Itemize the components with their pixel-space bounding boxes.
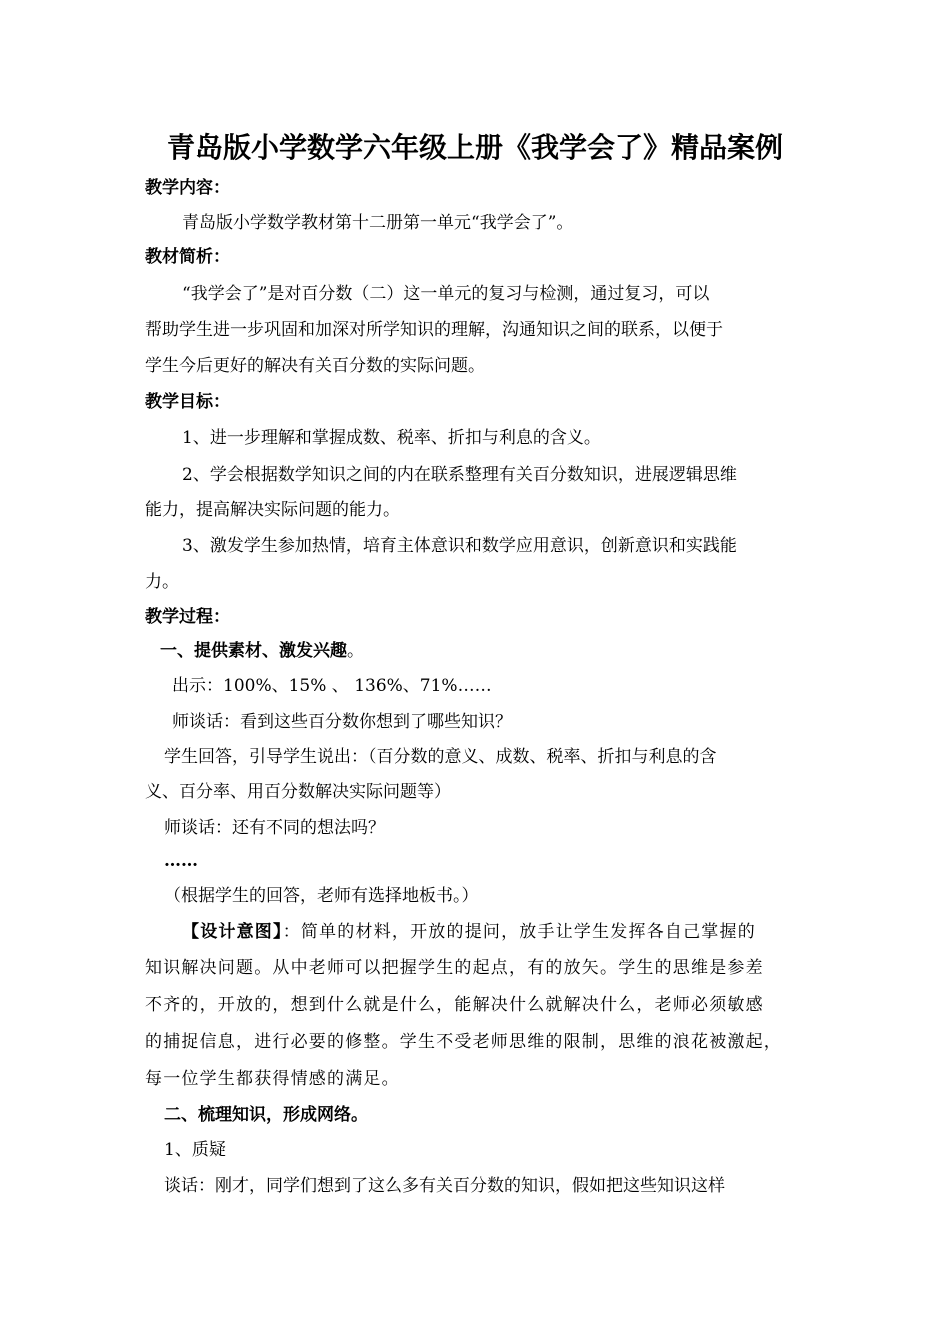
paragraph-line: 3、激发学生参加热情，培育主体意识和数学应用意识，创新意识和实践能 xyxy=(182,536,737,556)
paragraph-line: 1、质疑 xyxy=(164,1140,226,1160)
paragraph-line: 义、百分率、用百分数解决实际问题等） xyxy=(145,782,451,802)
section-heading-period: 。 xyxy=(347,641,364,661)
paragraph-line: 能力，提高解决实际问题的能力。 xyxy=(145,500,400,520)
paragraph-line: 师谈话：还有不同的想法吗？ xyxy=(164,818,385,838)
paragraph-line: 师谈话：看到这些百分数你想到了哪些知识？ xyxy=(172,712,512,732)
section-heading-one xyxy=(160,639,364,663)
paragraph-line: （根据学生的回答，老师有选择地板书。） xyxy=(164,886,479,906)
paragraph-line: 学生今后更好的解决有关百分数的实际问题。 xyxy=(145,356,485,376)
paragraph-line: “我学会了”是对百分数（二）这一单元的复习与检测，通过复习，可以 xyxy=(182,284,710,304)
paragraph-line: 谈话：刚才，同学们想到了这么多有关百分数的知识，假如把这些知识这样 xyxy=(164,1176,725,1196)
heading-material-analysis: 教材简析： xyxy=(145,247,230,267)
heading-teaching-process: 教学过程： xyxy=(145,607,230,627)
design-intent-label: 【设计意图】 xyxy=(182,922,283,942)
paragraph-line: 2、学会根据数学知识之间的内在联系整理有关百分数知识，进展逻辑思维 xyxy=(182,465,737,485)
paragraph-line: 帮助学生进一步巩固和加深对所学知识的理解，沟通知识之间的联系，以便于 xyxy=(145,320,723,340)
paragraph-line: 每一位学生都获得情感的满足。 xyxy=(145,1069,400,1089)
design-intent-line xyxy=(182,920,756,944)
document-title: 青岛版小学数学六年级上册《我学会了》精品案例 xyxy=(166,131,783,164)
heading-teaching-content: 教学内容： xyxy=(145,178,230,198)
paragraph-line: 的捕捉信息，进行必要的修整。学生不受老师思维的限制，思维的浪花被激起， xyxy=(145,1032,782,1052)
paragraph-line: 不齐的，开放的，想到什么就是什么，能解决什么就解决什么，老师必须敏感 xyxy=(145,995,764,1015)
paragraph-line: 学生回答，引导学生说出：（百分数的意义、成数、税率、折扣与利息的含 xyxy=(164,747,717,767)
paragraph-line: 1、进一步理解和掌握成数、税率、折扣与利息的含义。 xyxy=(182,428,601,448)
heading-teaching-goals: 教学目标： xyxy=(145,392,230,412)
ellipsis-line: …… xyxy=(164,851,198,871)
section-heading-text: 一、提供素材、激发兴趣 xyxy=(160,641,347,661)
design-intent-text: ：简单的材料，开放的提问，放手让学生发挥各自己掌握的 xyxy=(282,922,756,942)
paragraph-line: 青岛版小学数学教材第十二册第一单元“我学会了”。 xyxy=(182,213,574,233)
paragraph-line: 出示：100%、15% 、 136%、71%…… xyxy=(172,676,492,696)
paragraph-line: 知识解决问题。从中老师可以把握学生的起点，有的放矢。学生的思维是参差 xyxy=(145,958,764,978)
paragraph-line: 力。 xyxy=(145,572,179,592)
section-heading-two: 二、梳理知识，形成网络。 xyxy=(164,1105,368,1125)
